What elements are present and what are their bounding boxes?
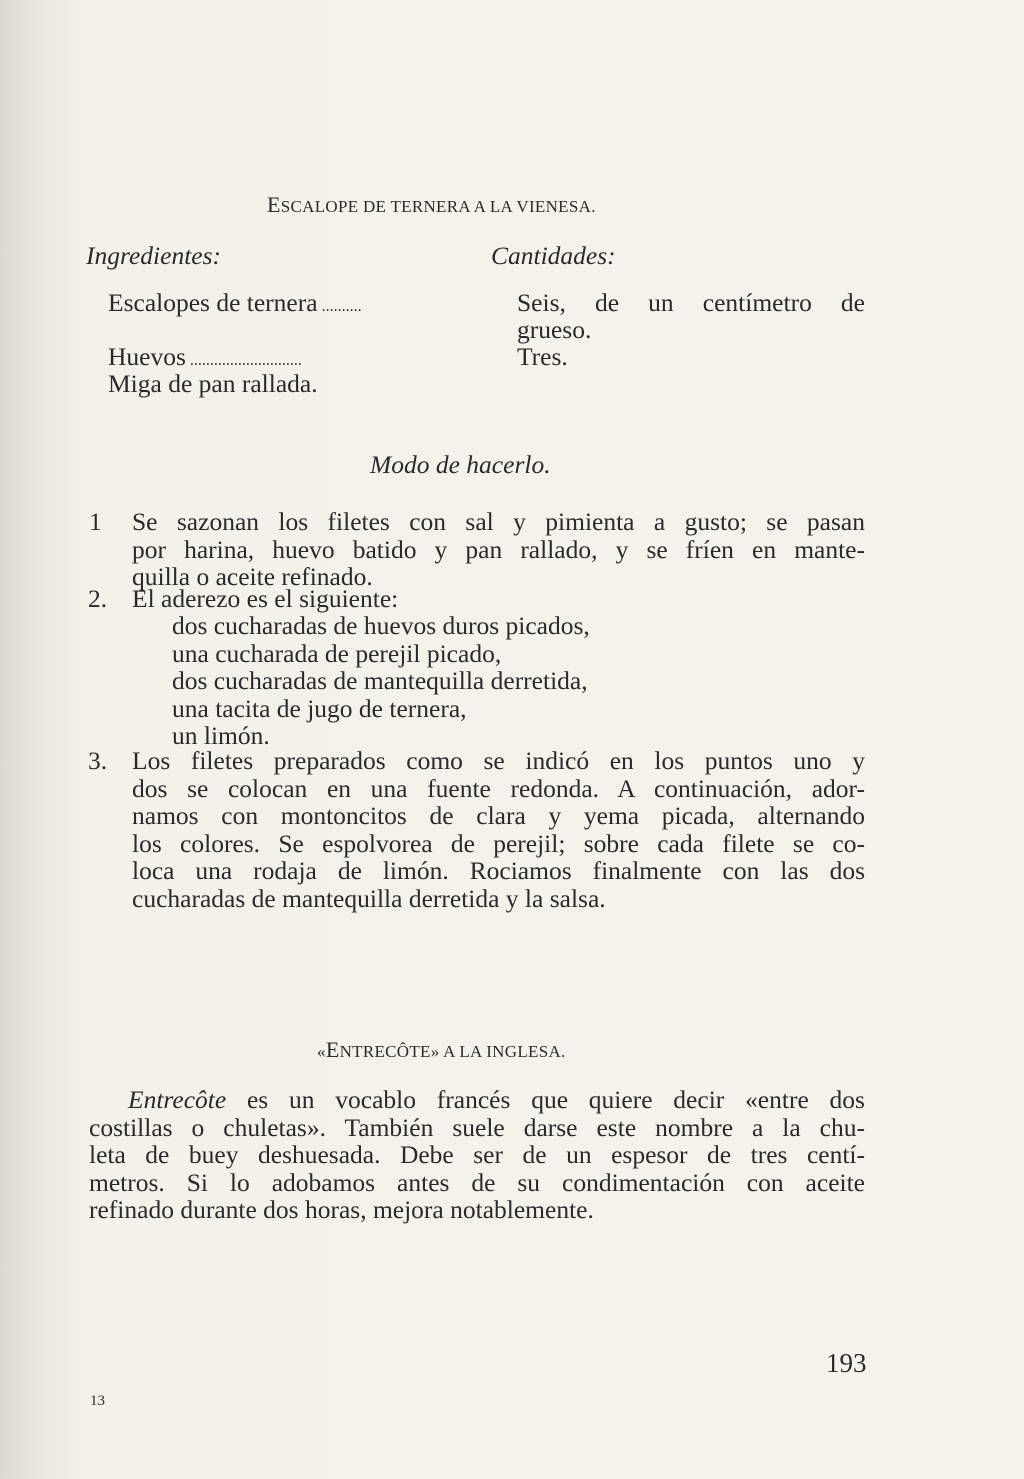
- ingredient-quantity: Seis, de un centímetro de: [517, 288, 865, 317]
- step-number: 3.: [88, 746, 108, 775]
- quantities-header: Cantidades:: [491, 241, 616, 270]
- step-2-text: [132, 585, 398, 613]
- ingredients-header: Ingredientes:: [86, 241, 222, 270]
- paragraph-line: costillas o chuletas». También suele darse este nombre a la chu-: [89, 1112, 865, 1142]
- step-number: 2.: [88, 584, 108, 613]
- step-line: namos con montoncitos de clara y yema picada, alternando: [132, 801, 865, 830]
- page-number: 193: [826, 1348, 867, 1378]
- step-line: quilla o aceite refinado.: [132, 562, 373, 591]
- dressing-item: un limón.: [172, 721, 270, 750]
- ingredient-name: Miga de pan rallada.: [108, 369, 318, 398]
- step-line: El aderezo es el siguiente:: [132, 584, 399, 613]
- ingredient-quantity: Tres.: [517, 342, 568, 371]
- step-line: los colores. Se espolvorea de perejil; sobre cada filete se co-: [132, 828, 865, 858]
- dressing-item: dos cucharadas de mantequilla derretida,: [172, 666, 588, 695]
- ingredient-name: Escalopes de ternera: [108, 288, 318, 317]
- dressing-item: dos cucharadas de huevos duros picados,: [172, 611, 590, 640]
- step-line: Se sazonan los filetes con sal y pimienta a gusto; se pasan: [132, 507, 865, 536]
- recipe-title-escalope: [267, 192, 596, 218]
- step-1-text: [132, 508, 865, 591]
- title-word: NTRECÔTE: [339, 1042, 431, 1061]
- ingredient-row: [108, 370, 318, 398]
- step-line: dos se colocan en una fuente redonda. A continuación, ador-: [132, 773, 865, 803]
- paragraph-text: es un vocablo francés que quiere decir «entre dos: [226, 1085, 865, 1114]
- dressing-item: una cucharada de perejil picado,: [172, 638, 502, 668]
- signature-mark: 13: [90, 1393, 105, 1409]
- title-open-quote: «: [317, 1042, 326, 1061]
- step-3-text: [132, 747, 865, 912]
- ingredient-name: Huevos: [108, 342, 186, 371]
- dressing-list: [172, 612, 590, 750]
- paragraph-line: refinado durante dos horas, mejora notablemente.: [89, 1195, 594, 1224]
- dot-leader: ............................: [185, 352, 302, 369]
- dressing-item: una tacita de jugo de ternera,: [172, 693, 467, 723]
- step-line: loca una rodaja de limón. Rociamos finalmente con las dos: [132, 856, 865, 885]
- paragraph-line: leta de buey deshuesada. Debe ser de un espesor de tres centí-: [89, 1140, 865, 1169]
- paragraph-line: [89, 1086, 865, 1114]
- ingredient-row: [108, 289, 362, 321]
- step-line: por harina, huevo batido y pan rallado, y se fríen en mante-: [132, 534, 865, 564]
- step-line: cucharadas de mantequilla derretida y la salsa.: [132, 883, 606, 913]
- method-header: Modo de hacerlo.: [370, 450, 551, 479]
- title-tail: A LA INGLESA.: [439, 1042, 566, 1061]
- dot-leader: ..........: [317, 298, 362, 315]
- title-initial: E: [325, 1037, 340, 1062]
- step-number: 1: [89, 507, 102, 536]
- ingredient-quantity-cont: grueso.: [517, 315, 592, 344]
- title-close-quote: »: [430, 1042, 440, 1061]
- entrecote-paragraph: [89, 1086, 865, 1224]
- title-rest: SCALOPE DE TERNERA A LA VIENESA.: [280, 197, 596, 216]
- title-initial: E: [267, 192, 281, 217]
- step-line: Los filetes preparados como se indicó en los puntos uno y: [132, 746, 865, 775]
- recipe-title-entrecote: [317, 1037, 566, 1063]
- italic-term: Entrecôte: [128, 1085, 227, 1114]
- paragraph-line: metros. Si lo adobamos antes de su condimentación con aceite: [89, 1167, 865, 1197]
